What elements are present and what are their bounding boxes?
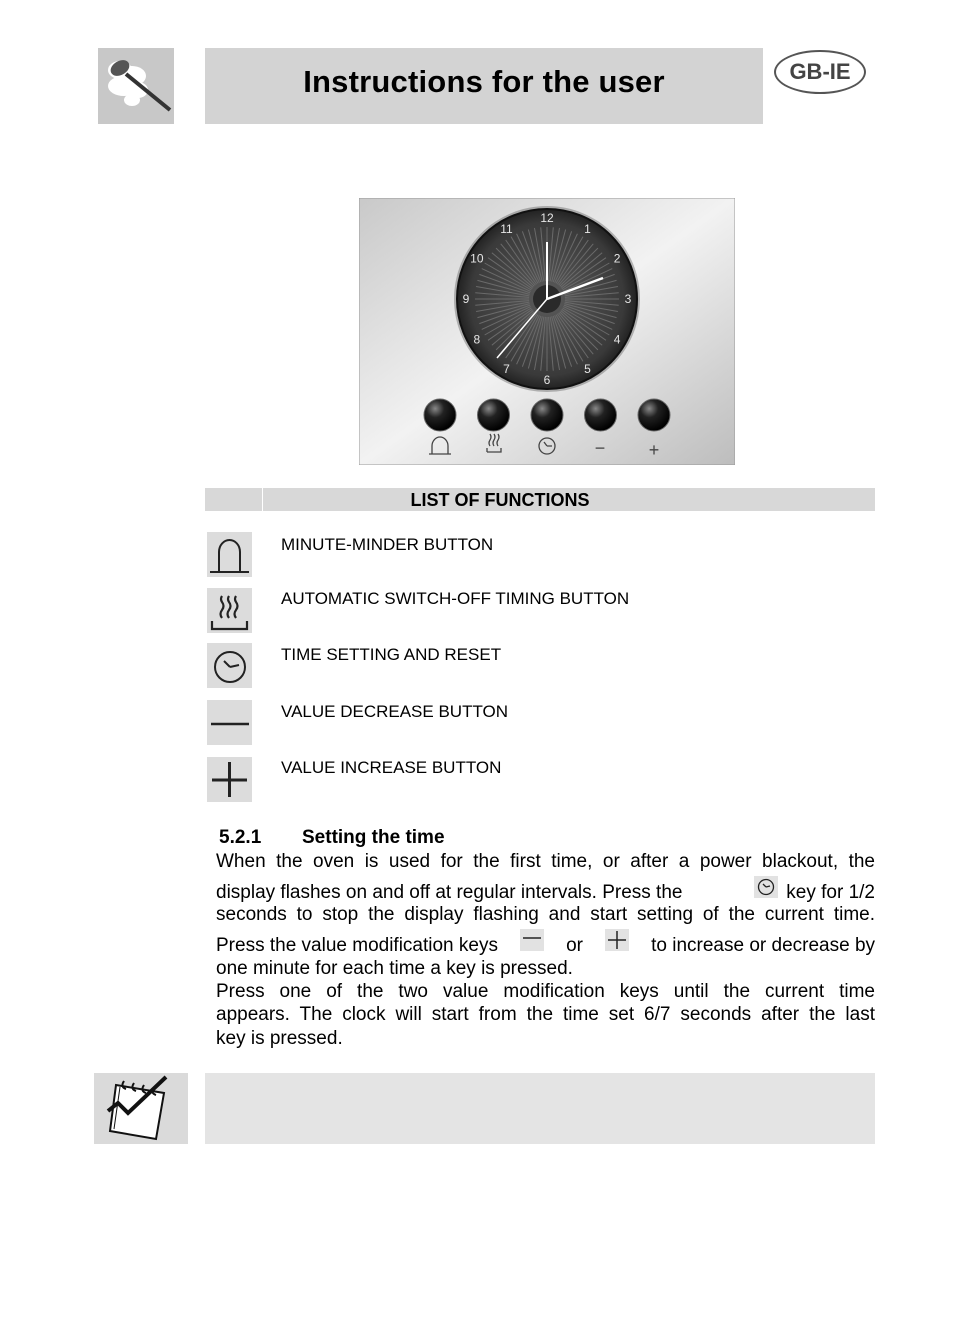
paragraph-line: When the oven is used for the first time, or after a power blackout, the (216, 851, 875, 872)
heat-pan-icon (207, 588, 252, 633)
function-label-value-decrease: VALUE DECREASE BUTTON (281, 702, 509, 721)
paragraph-text: display flashes on and off at regular intervals. Press the (216, 882, 683, 903)
clock-number: 7 (503, 362, 510, 377)
list-of-functions-title: LIST OF FUNCTIONS (410, 490, 590, 510)
clock-number: 10 (470, 251, 484, 266)
clock-number: 1 (584, 221, 591, 236)
paragraph-line (216, 881, 875, 904)
list-header-icon-cell (205, 488, 263, 511)
minus-icon (520, 929, 544, 951)
paragraph-text: Press the value modification keys (216, 935, 498, 956)
paragraph-line: seconds to stop the display flashing and start setting of the current time. (216, 904, 875, 925)
paragraph-line (216, 934, 875, 957)
clock-number: 5 (584, 362, 591, 377)
paragraph-line: one minute for each time a key is pressed. (216, 958, 573, 979)
function-label-auto-switch-off: AUTOMATIC SWITCH-OFF TIMING BUTTON (281, 589, 630, 608)
clock-button[interactable] (531, 399, 563, 431)
minus-button[interactable] (585, 399, 617, 431)
plus-icon: + (648, 440, 660, 460)
chef-spoon-icon (98, 48, 174, 124)
clock-icon (754, 876, 778, 898)
paragraph-line: Press one of the two value modification keys until the current time (216, 981, 875, 1002)
clock-number: 11 (500, 221, 513, 236)
function-label-time-setting: TIME SETTING AND RESET (281, 645, 502, 664)
clock-number: 2 (613, 251, 621, 266)
section-number: 5.2.1 (219, 827, 262, 848)
paragraph-line: appears. The clock will start from the time set 6/7 seconds after the last (216, 1004, 875, 1025)
bell-button[interactable] (424, 399, 456, 431)
oven-control-panel (359, 198, 735, 465)
clock-number: 12 (540, 211, 554, 225)
bell-icon (207, 532, 252, 577)
section-title: Setting the time (302, 827, 445, 848)
notepad-check-icon (94, 1073, 188, 1144)
note-box (205, 1073, 875, 1144)
plus-icon (605, 929, 629, 951)
clock-icon (207, 643, 252, 688)
plus-button[interactable] (638, 399, 670, 431)
clock-number: 6 (543, 373, 551, 387)
heat-pan-button[interactable] (478, 399, 510, 431)
clock-number: 8 (473, 332, 481, 347)
paragraph-line: key is pressed. (216, 1028, 343, 1049)
country-badge: GB-IE (774, 50, 866, 94)
function-label-value-increase: VALUE INCREASE BUTTON (281, 758, 502, 777)
clock-number: 4 (613, 332, 621, 347)
paragraph-text: to increase or decrease by (651, 935, 876, 956)
paragraph-text: or (566, 935, 583, 956)
plus-icon (207, 757, 252, 802)
clock-number: 3 (624, 292, 632, 306)
function-label-minute-minder: MINUTE-MINDER BUTTON (281, 535, 494, 554)
clock-number: 9 (462, 292, 470, 306)
minus-icon (207, 700, 252, 745)
page-title: Instructions for the user (303, 64, 665, 99)
minus-icon: − (594, 438, 606, 458)
paragraph-text: key for 1/2 (786, 882, 875, 903)
